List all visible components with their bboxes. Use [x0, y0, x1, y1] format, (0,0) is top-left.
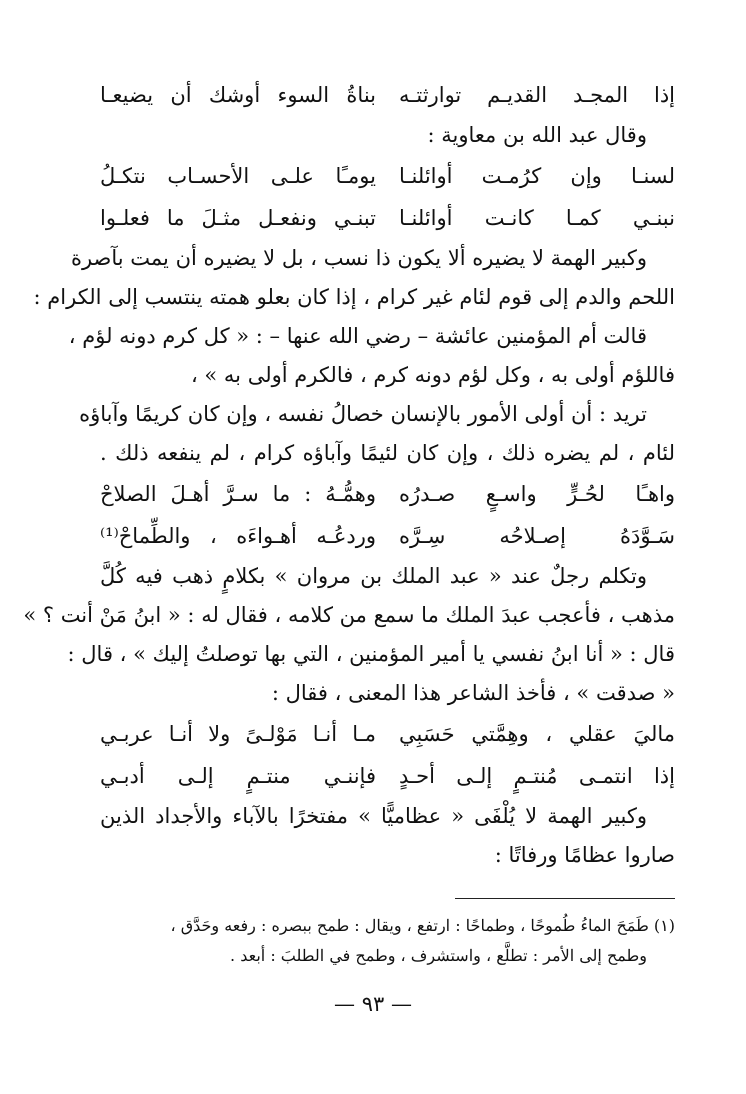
verse-first-hemistich: لسنـا وإن كرُمـت أوائلنـا: [399, 164, 675, 188]
verse-line: [100, 473, 675, 515]
footnote-line: وطمح إلى الأمر : تطلَّع ، واستشرف ، وطمح في الطلبَ : أبعد .: [230, 946, 647, 965]
verse-second-hemistich: وهمُّـهُ : ما سـرَّ أهـلَ الصلاحْ: [100, 482, 376, 506]
verse-first-hemistich: إذا المجـد القديـم توارثتـه: [399, 83, 675, 107]
verse-second-hemistich: فإننـي منتـمٍ إلـى أدبـي: [100, 764, 376, 788]
text-line: وقال عبد الله بن معاوية :: [427, 123, 647, 147]
verse-line: [100, 755, 675, 797]
page-number: — ٩٣ —: [334, 992, 412, 1016]
verse-first-hemistich: سَـوَّدَهُ إصـلاحُه سِـرَّه: [399, 524, 675, 548]
footnote-section: [100, 898, 675, 971]
verse-line: [100, 155, 675, 197]
verse-second-hemistich: بناةُ السوء أوشك أن يضيعـا: [100, 83, 376, 107]
paragraph-line: وتكلم رجلٌ عند « عبد الملك بن مروان » بكلامٍ ذهب فيه كُلَّ: [100, 564, 647, 588]
paragraph-line: اللحم والدم إلى قوم لئام غير كرام ، إذا كان بعلو همته ينتسب إلى الكرام :: [33, 285, 675, 309]
paragraph-line: صاروا عظامًا ورفاتًا :: [494, 843, 675, 867]
verse-first-hemistich: إذا انتمـى مُنتـمٍ إلـى أحـدٍ: [399, 764, 675, 788]
verse-second-hemistich: مـا أنـا مَوْلـىً ولا أنـا عربـي: [100, 722, 376, 746]
paragraph-line: وكبير الهمة لا يُلْفَى « عظاميًّا » مفتخرًا بالآباء والأجداد الذين: [100, 804, 647, 828]
main-text: [23, 74, 675, 875]
verse-first-hemistich: واهـًا لحُـرٍّ واسـعٍ صـدرُه: [399, 482, 675, 506]
paragraph-line: مذهب ، فأعجب عبدَ الملك ما سمع من كلامه ، فقال له : « ابنُ مَنْ أنت ؟ »: [23, 603, 675, 627]
verse-second-hemistich: يومـًا علـى الأحسـاب نتكـلُ: [100, 164, 376, 188]
verse-first-hemistich: ماليَ عقلي ، وهِمَّتي حَسَبِي: [399, 722, 675, 746]
paragraph-line: قال : « أنا ابنُ نفسي يا أمير المؤمنين ، التي بها توصلتُ إليك » ، قال :: [67, 642, 675, 666]
paragraph-line: قالت أم المؤمنين عائشة – رضي الله عنها – : « كل كرم دونه لؤم ،: [68, 324, 647, 348]
paragraph-line: « صدقت » ، فأخذ الشاعر هذا المعنى ، فقال :: [271, 681, 675, 705]
paragraph-line: تريد : أن أولى الأمور بالإنسان خصالُ نفسه ، وإن كان كريمًا وآباؤه: [79, 402, 647, 426]
verse-second-hemistich: وردعُـه أهـواءَه ، والطِّماحْ⁽¹⁾: [100, 524, 376, 548]
verse-first-hemistich: نبنـي كمـا كانـت أوائلنـا: [399, 206, 675, 230]
paragraph-line: وكبير الهمة لا يضيره ألا يكون ذا نسب ، بل لا يضيره أن يمت بآصرة: [70, 246, 647, 270]
verse-second-hemistich: تبنـي ونفعـل مثـلَ ما فعلـوا: [100, 206, 376, 230]
paragraph-line: لئام ، لم يضره ذلك ، وإن كان لئيمًا وآباؤه كرام ، لم ينفعه ذلك .: [100, 441, 675, 465]
verse-line: [100, 713, 675, 755]
footnote-divider: [455, 898, 675, 899]
paragraph-line: فاللؤم أولى به ، وكل لؤم دونه كرم ، فالكرم أولى به » ،: [190, 363, 675, 387]
verse-line: [100, 197, 675, 239]
verse-line: [100, 515, 675, 557]
footnote-line: (١) طَمَحَ الماءُ طُموحًا ، وطماحًا : ارتفع ، ويقال : طمح ببصره : رفعه وحَدَّق ،: [170, 916, 675, 935]
verse-line: [100, 74, 675, 116]
